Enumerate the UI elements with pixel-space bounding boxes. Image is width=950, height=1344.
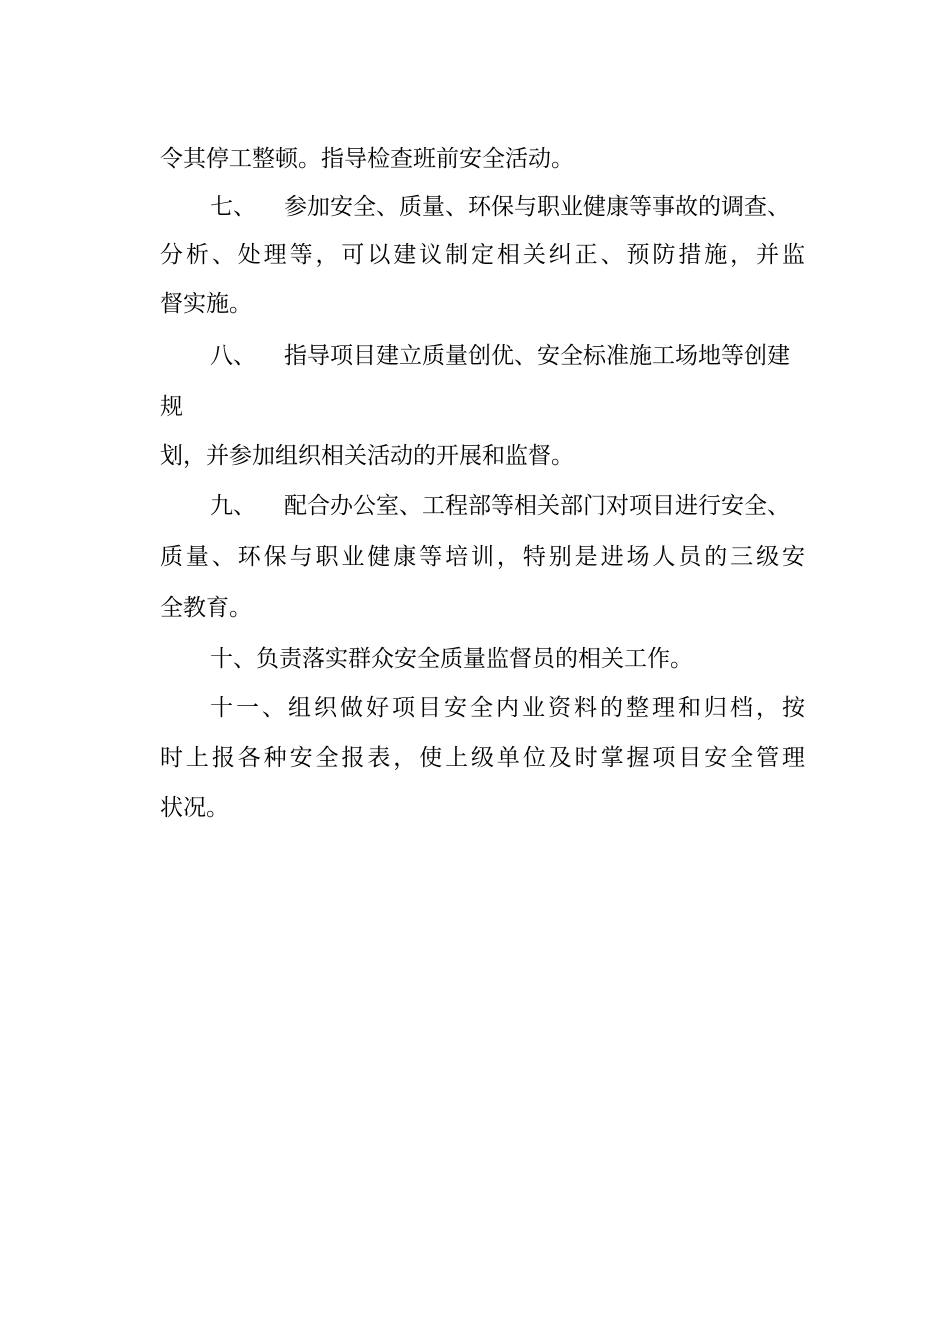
text-line <box>160 793 805 823</box>
text-line <box>160 593 805 623</box>
text-line <box>160 289 805 319</box>
item-number: 八、 <box>210 343 256 369</box>
line-text: 全教育。 <box>160 595 252 621</box>
line-text: 十一、组织做好项目安全内业资料的整理和归档，按 <box>210 695 805 721</box>
item-text: 指导项目建立质量创优、安全标准施工场地等创建 <box>284 343 790 369</box>
item-9-heading-line <box>210 491 805 521</box>
item-8-heading-line <box>210 341 805 371</box>
item-number: 七、 <box>210 194 256 220</box>
text-line <box>160 542 805 572</box>
line-text: 十、负责落实群众安全质量监督员的相关工作。 <box>210 646 693 672</box>
text-line <box>160 441 805 471</box>
item-11-line <box>210 693 805 723</box>
line-text: 划，并参加组织相关活动的开展和监督。 <box>160 443 574 469</box>
item-number: 九、 <box>210 493 256 519</box>
line-text: 状况。 <box>160 795 229 821</box>
item-10-line <box>210 644 805 674</box>
text-line <box>160 144 805 174</box>
line-text: 分析、处理等，可以建议制定相关纠正、预防措施，并监 <box>160 242 805 268</box>
line-text: 督实施。 <box>160 291 252 317</box>
item-text: 参加安全、质量、环保与职业健康等事故的调查、 <box>284 194 790 220</box>
line-text: 规 <box>160 394 183 420</box>
line-text: 令其停工整顿。指导检查班前安全活动。 <box>160 146 574 172</box>
item-text: 配合办公室、工程部等相关部门对项目进行安全、 <box>284 493 790 519</box>
item-7-heading-line <box>210 192 805 222</box>
text-line <box>160 240 805 270</box>
line-text: 质量、环保与职业健康等培训，特别是进场人员的三级安 <box>160 544 805 570</box>
text-line <box>160 743 805 773</box>
line-text: 时上报各种安全报表，使上级单位及时掌握项目安全管理 <box>160 745 805 771</box>
text-line <box>160 392 805 422</box>
